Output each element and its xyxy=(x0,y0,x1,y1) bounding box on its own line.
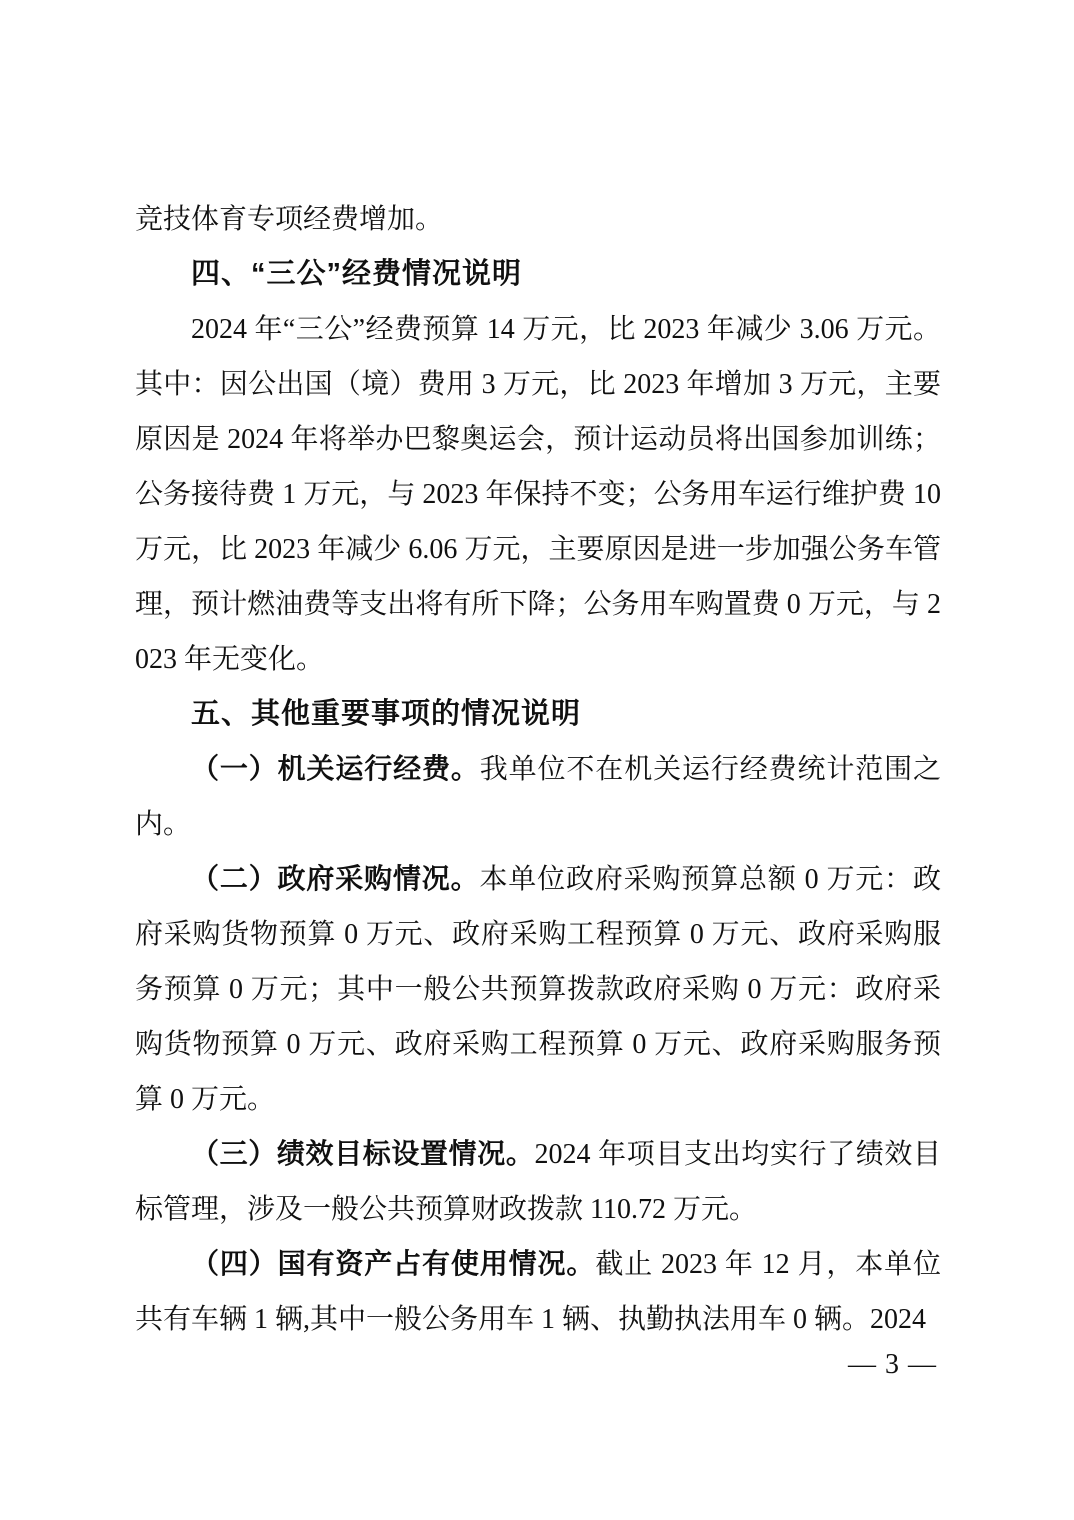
item-3-label: （三）绩效目标设置情况。 xyxy=(191,1139,535,1170)
page-number: — 3 — xyxy=(848,1349,937,1380)
section-5-item-4 xyxy=(135,1237,941,1347)
section-5-item-2 xyxy=(135,852,941,1127)
item-2-label: （二）政府采购情况。 xyxy=(191,864,480,895)
continuation-paragraph: 竞技体育专项经费增加。 xyxy=(135,204,444,235)
document-body xyxy=(135,192,941,1347)
item-3-text: 2024 年项目支出均实行了绩效目标管理，涉及一般公共预算财政拨款 110.72 万元。 xyxy=(135,1139,941,1225)
section-4-paragraph: 2024 年“三公”经费预算 14 万元，比 2023 年减少 3.06 万元。其中：因公出国（境）费用 3 万元，比 2023 年增加 3 万元，主要原因是 2024 年将举办巴黎奥运会，预计运动员将出国参加训练；公务接待费 1 万元，与 2023 年保持不变；公务用车运行维护费 10 万元，比 2023 年减少 6.06 万元，主要原因是进一步加强公务车管理，预计燃油费等支出将有所下降；公务用车购置费 0 万元，与 2023 年无变化。 xyxy=(135,314,941,675)
item-4-label: （四）国有资产占有使用情况。 xyxy=(191,1249,596,1280)
item-1-label: （一）机关运行经费。 xyxy=(191,754,480,785)
section-5-item-1 xyxy=(135,742,941,852)
item-1-text: 我单位不在机关运行经费统计范围之内。 xyxy=(135,754,941,840)
item-4-text: 截止 2023 年 12 月，本单位共有车辆 1 辆,其中一般公务用车 1 辆、执勤执法用车 0 辆。2024 xyxy=(135,1249,941,1335)
section-5-item-3 xyxy=(135,1127,941,1237)
item-2-text: 本单位政府采购预算总额 0 万元：政府采购货物预算 0 万元、政府采购工程预算 0 万元、政府采购服务预算 0 万元；其中一般公共预算拨款政府采购 0 万元：政府采购货物预算 0 万元、政府采购工程预算 0 万元、政府采购服务预算 0 万元。 xyxy=(135,864,941,1115)
section-4-heading: 四、“三公”经费情况说明 xyxy=(191,258,523,290)
section-5-heading: 五、其他重要事项的情况说明 xyxy=(191,698,582,730)
